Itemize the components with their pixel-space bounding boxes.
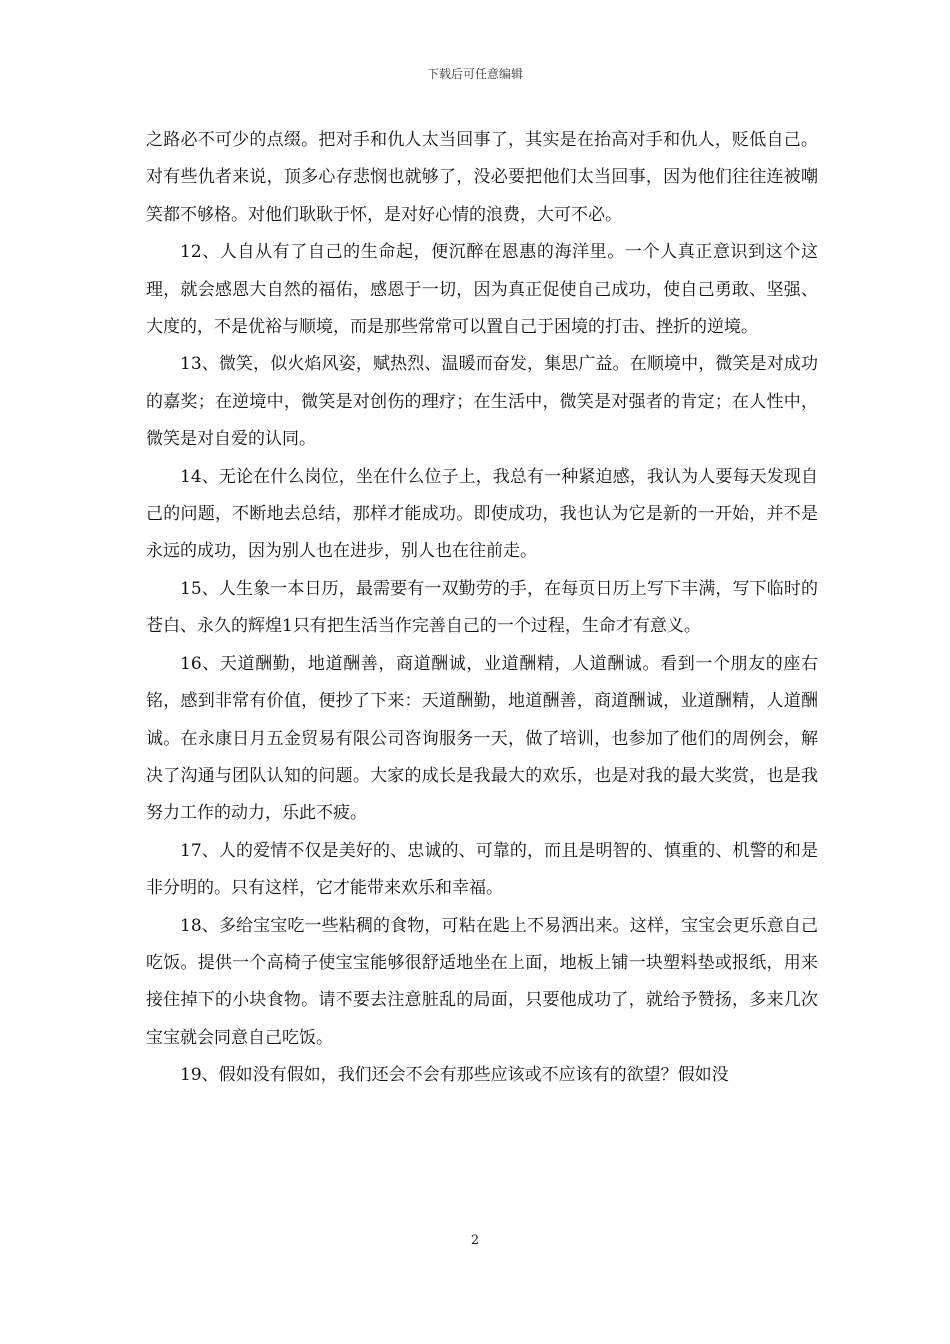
page-number: 2: [470, 1233, 480, 1248]
paragraph-12: 12、人自从有了自己的生命起，便沉醉在恩惠的海洋里。一个人真正意识到这个这理，就会感恩大自然的福佑，感恩于一切，因为真正促使自己成功，使自己勇敢、坚强、大度的，不是优裕与顺境，而是那些常常可以置自己于困境的打击、挫折的逆境。: [146, 242, 818, 338]
document-body: [146, 122, 818, 1095]
paragraph-18: 18、多给宝宝吃一些粘稠的食物，可粘在匙上不易洒出来。这样，宝宝会更乐意自己吃饭。提供一个高椅子使宝宝能够很舒适地坐在上面，地板上铺一块塑料垫或报纸，用来接住掉下的小块食物。请不要去注意脏乱的局面，只要他成功了，就给予赞扬，多来几次宝宝就会同意自己吃饭。: [146, 915, 818, 1048]
page-header: 下载后可任意编辑: [426, 67, 523, 81]
paragraph-16: 16、天道酬勤，地道酬善，商道酬诚，业道酬精，人道酬诚。看到一个朋友的座右铭，感到非常有价值，便抄了下来：天道酬勤，地道酬善，商道酬诚，业道酬精，人道酬诚。在永康日月五金贸易有限公司咨询服务一天，做了培训，也参加了他们的周例会，解决了沟通与团队认知的问题。大家的成长是我最大的欢乐，也是对我的最大奖赏，也是我努力工作的动力，乐此不疲。: [146, 653, 818, 824]
paragraph-continued: 之路必不可少的点缀。把对手和仇人太当回事了，其实是在抬高对手和仇人，贬低自己。对有些仇者来说，顶多心存悲悯也就够了，没必要把他们太当回事，因为他们往往连被嘲笑都不够格。对他们耿耿于怀，是对好心情的浪费，大可不必。: [146, 130, 818, 225]
paragraph-13: 13、微笑，似火焰风姿，赋热烈、温暖而奋发，集思广益。在顺境中，微笑是对成功的嘉奖；在逆境中，微笑是对创伤的理疗；在生活中，微笑是对强者的肯定；在人性中，微笑是对自爱的认同。: [146, 354, 818, 450]
paragraph-17: 17、人的爱情不仅是美好的、忠诚的、可靠的，而且是明智的、慎重的、机警的和是非分明的。只有这样，它才能带来欢乐和幸福。: [146, 840, 818, 899]
paragraph-15: 15、人生象一本日历，最需要有一双勤劳的手，在每页日历上写下丰满，写下临时的苍白、永久的辉煌1只有把生活当作完善自己的一个过程，生命才有意义。: [146, 578, 818, 637]
paragraph-14: 14、无论在什么岗位，坐在什么位子上，我总有一种紧迫感，我认为人要每天发现自己的问题，不断地去总结，那样才能成功。即使成功，我也认为它是新的一开始，并不是永远的成功，因为别人也在进步，别人也在往前走。: [146, 466, 818, 562]
paragraph-19: 19、假如没有假如，我们还会不会有那些应该或不应该有的欲望？假如没: [180, 1065, 729, 1086]
